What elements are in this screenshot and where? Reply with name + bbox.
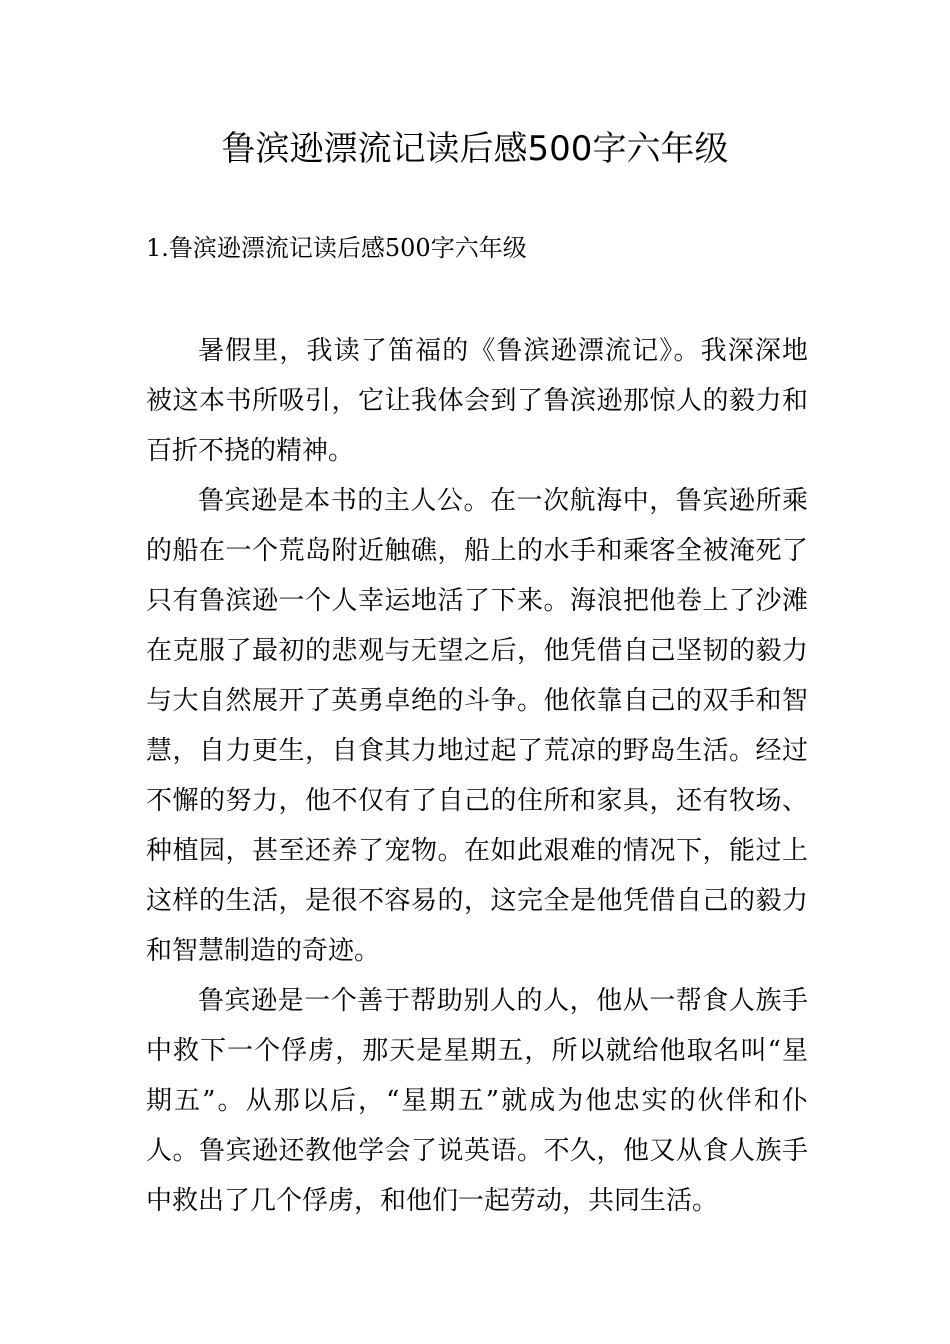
paragraph-2: 鲁宾逊是本书的主人公。在一次航海中，鲁宾逊所乘的船在一个荒岛附近触礁，船上的水手和乘客全被淹死了只有鲁滨逊一个人幸运地活了下来。海浪把他卷上了沙滩在克服了最初的悲观与无望之后，他凭借自己坚韧的毅力与大自然展开了英勇卓绝的斗争。他依靠自己的双手和智慧，自力更生，自食其力地过起了荒凉的野岛生活。经过不懈的努力，他不仅有了自己的住所和家具，还有牧场、种植园，甚至还养了宠物。在如此艰难的情况下，能过上这样的生活，是很不容易的，这完全是他凭借自己的毅力和智慧制造的奇迹。 [146,486,808,966]
paragraph-1: 暑假里，我读了笛福的《鲁滨逊漂流记》。我深深地被这本书所吸引，它让我体会到了鲁滨逊那惊人的毅力和百折不挠的精神。 [146,336,808,466]
body-text [146,326,808,1226]
paragraph-3: 鲁宾逊是一个善于帮助别人的人，他从一帮食人族手中救下一个俘虏，那天是星期五，所以就给他取名叫“星期五”。从那以后，“星期五”就成为他忠实的伙伴和仆人。鲁宾逊还教他学会了说英语。不久，他又从食人族手中救出了几个俘虏，和他们一起劳动，共同生活。 [146,986,808,1216]
section-heading: 1.鲁滨逊漂流记读后感500字六年级 [146,234,527,262]
document-title: 鲁滨逊漂流记读后感500字六年级 [221,129,729,169]
